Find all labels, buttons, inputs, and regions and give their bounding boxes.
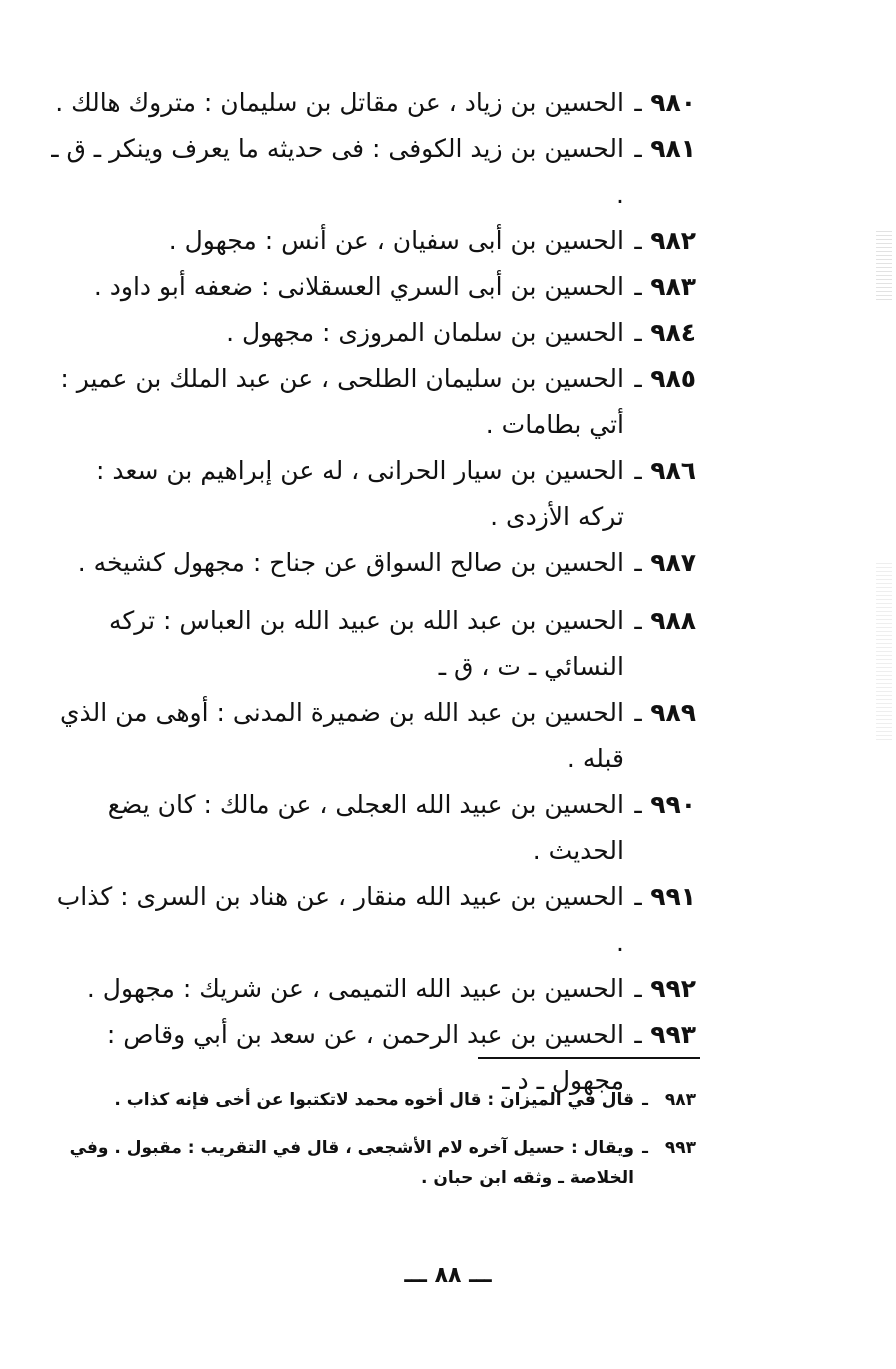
entry-number: ٩٩٢ bbox=[650, 974, 696, 1003]
entry-text: الحسين بن سيار الحرانى ، له عن إبراهيم بن سعد : تركه الأزدى . bbox=[95, 456, 624, 531]
entry-separator: ـ bbox=[634, 272, 642, 301]
entry-number: ٩٨٦ bbox=[650, 456, 696, 485]
entry-separator: ـ bbox=[634, 456, 642, 485]
entry-number: ٩٨٧ bbox=[650, 548, 696, 577]
entry-text: الحسين بن عبيد الله منقار ، عن هناد بن السرى : كذاب . bbox=[56, 882, 624, 957]
entry-text: الحسين بن عبد الله بن عبيد الله بن العباس : تركه النسائي ـ ت ، ق ـ bbox=[109, 606, 624, 681]
footnote bbox=[46, 1133, 696, 1193]
entry-number: ٩٩٠ bbox=[650, 790, 696, 819]
entry bbox=[46, 966, 696, 1012]
entry-number: ٩٨٢ bbox=[650, 226, 696, 255]
page-number: ـــ ٨٨ ـــ bbox=[404, 1263, 492, 1288]
entry bbox=[46, 690, 696, 782]
entry-separator: ـ bbox=[634, 790, 642, 819]
entry bbox=[46, 540, 696, 586]
entry-text: الحسين بن سليمان الطلحى ، عن عبد الملك بن عمير : أتي بطامات . bbox=[60, 364, 624, 439]
footnote bbox=[46, 1085, 696, 1115]
entry-separator: ـ bbox=[634, 226, 642, 255]
entry-separator: ـ bbox=[634, 134, 642, 163]
entry-separator: ـ bbox=[634, 88, 642, 117]
footnote-separator: ـ bbox=[642, 1090, 648, 1110]
footnote-number: ٩٩٣ bbox=[664, 1138, 696, 1158]
entry-number: ٩٨١ bbox=[650, 134, 696, 163]
entry-number: ٩٨٤ bbox=[650, 318, 696, 347]
entry bbox=[46, 264, 696, 310]
entry-text: الحسين بن عبد الله بن ضميرة المدنى : أوهى من الذي قبله . bbox=[59, 698, 624, 773]
entry bbox=[46, 782, 696, 874]
scan-artifact bbox=[876, 230, 892, 300]
entry-text: الحسين بن زيد الكوفى : فى حديثه ما يعرف وينكر ـ ق ـ . bbox=[51, 134, 624, 209]
entry-text: الحسين بن سلمان المروزى : مجهول . bbox=[226, 318, 624, 347]
entry-text: الحسين بن أبى السري العسقلانى : ضعفه أبو داود . bbox=[93, 272, 624, 301]
entry bbox=[46, 126, 696, 218]
entry bbox=[46, 598, 696, 690]
footnotes bbox=[46, 1085, 696, 1211]
entry-number: ٩٨٥ bbox=[650, 364, 696, 393]
scan-artifact bbox=[876, 560, 892, 740]
entry bbox=[46, 448, 696, 540]
entry-list bbox=[46, 80, 696, 1104]
entry bbox=[46, 356, 696, 448]
entry-number: ٩٨٣ bbox=[650, 272, 696, 301]
entry-text: الحسين بن عبد الرحمن ، عن سعد بن أبي وقاص : مجهول ـ د ـ bbox=[106, 1020, 624, 1095]
entry-number: ٩٨٠ bbox=[650, 88, 696, 117]
footnote-number: ٩٨٣ bbox=[664, 1090, 696, 1110]
entry bbox=[46, 874, 696, 966]
entry-text: الحسين بن صالح السواق عن جناح : مجهول كشيخه . bbox=[77, 548, 624, 577]
footnote-text: قال في الميزان : قال أخوه محمد لاتكتبوا عن أخى فإنه كذاب . bbox=[114, 1090, 634, 1110]
footnote-divider bbox=[478, 1057, 700, 1059]
entry-separator: ـ bbox=[634, 698, 642, 727]
entry-separator: ـ bbox=[634, 974, 642, 1003]
entry-text: الحسين بن زياد ، عن مقاتل بن سليمان : متروك هالك . bbox=[55, 88, 624, 117]
entry-separator: ـ bbox=[634, 1020, 642, 1049]
entry-separator: ـ bbox=[634, 606, 642, 635]
entry-text: الحسين بن أبى سفيان ، عن أنس : مجهول . bbox=[168, 226, 624, 255]
entry-number: ٩٨٩ bbox=[650, 698, 696, 727]
entry-separator: ـ bbox=[634, 882, 642, 911]
entry-number: ٩٩٣ bbox=[650, 1020, 696, 1049]
entry-text: الحسين بن عبيد الله العجلى ، عن مالك : كان يضع الحديث . bbox=[107, 790, 624, 865]
entry-separator: ـ bbox=[634, 548, 642, 577]
entry-number: ٩٨٨ bbox=[650, 606, 696, 635]
entry-number: ٩٩١ bbox=[650, 882, 696, 911]
entry-separator: ـ bbox=[634, 318, 642, 347]
entry bbox=[46, 218, 696, 264]
footnote-separator: ـ bbox=[642, 1138, 648, 1158]
entry-text: الحسين بن عبيد الله التميمى ، عن شريك : مجهول . bbox=[86, 974, 624, 1003]
footnote-text: ويقال : حسيل آخره لام الأشجعى ، قال في التقريب : مقبول . وفي الخلاصة ـ وثقه ابن حبان . bbox=[69, 1138, 634, 1188]
entry bbox=[46, 310, 696, 356]
entry-separator: ـ bbox=[634, 364, 642, 393]
entry bbox=[46, 80, 696, 126]
